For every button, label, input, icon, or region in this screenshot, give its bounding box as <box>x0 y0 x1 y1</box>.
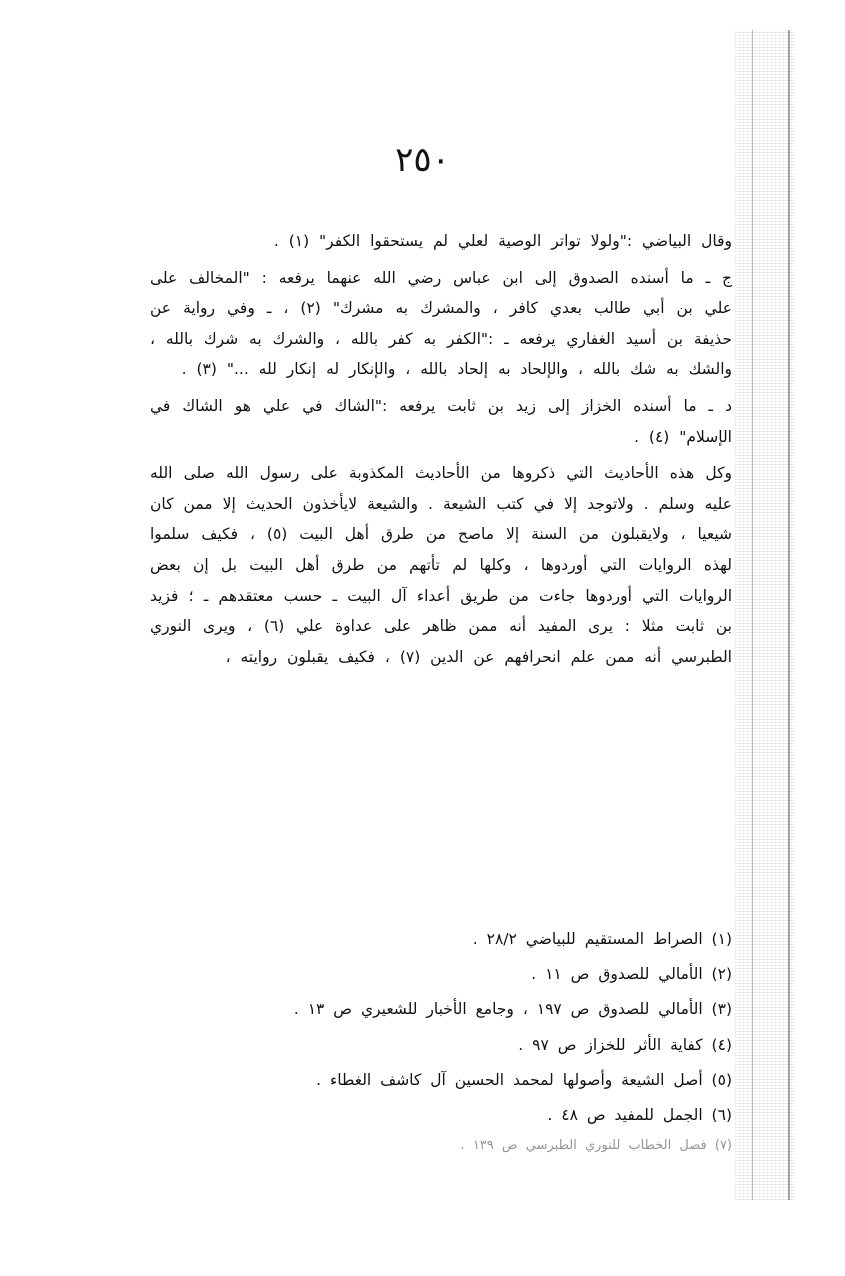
paragraph: وقال البياضي :"ولولا تواتر الوصية لعلي لم يستحقوا الكفر" (١) . <box>273 232 732 250</box>
footnote: (٦) الجمل للمفيد ص ٤٨ . <box>547 1106 732 1125</box>
scan-binding-line-inner <box>752 30 753 1200</box>
paragraph: د ـ ما أسنده الخزاز إلى زيد بن ثابت يرفعه :"الشاك في علي هو الشاك في الإسلام" (٤) . <box>150 396 732 446</box>
paragraph: ج ـ ما أسنده الصدوق إلى ابن عباس رضي الله عنهما يرفعه : "المخالف على علي بن أبي طالب بعدي كافر ، والمشرك به مشرك" (٢) ، ـ وفي رواية عن حذيفة بن أسيد الغفاري يرفعه ـ :"الكفر به كفر بالله ، والشرك به شرك بالله ، والشك به شك بالله ، والإلحاد به إلحاد بالله ، والإنكار له إنكار لله ..." (٣) . <box>150 268 732 379</box>
paragraph: وكل هذه الأحاديث التي ذكروها من الأحاديث المكذوبة على رسول الله صلى الله عليه وسلم . ولاتوجد إلا في كتب الشيعة . والشيعة لايأخذون الحديث إلا ممن كان شيعيا ، ولايقبلون من السنة إلا ماصح من طرق أهل البيت (٥) ، فكيف سلموا لهذه الروايات التي أوردوها ، وكلها لم تأتهم من طرق أهل البيت بل إن بعض الروايات التي أوردوها جاءت من طريق أعداء آل البيت ـ حسب معتقدهم ـ ؛ فزيد بن ثابت مثلا : يرى المفيد أنه ممن ظاهر على عداوة علي (٦) ، ويرى النوري الطبرسي أنه ممن علم انحرافهم عن الدين (٧) ، فكيف يقبلون روايته ، <box>150 464 732 666</box>
footnotes <box>150 922 732 1159</box>
scan-binding-line <box>788 30 790 1200</box>
footnote: (٥) أصل الشيعة وأصولها لمحمد الحسين آل كاشف الغطاء . <box>316 1070 732 1089</box>
scan-binding-edge <box>735 30 795 1200</box>
footnote: (١) الصراط المستقيم للبياضي ٢٨/٢ . <box>472 930 732 948</box>
footnote: (٧) فصل الخطاب للنوري الطبرسي ص ١٣٩ . <box>460 1138 732 1154</box>
footnote: (٢) الأمالي للصدوق ص ١١ . <box>531 965 732 984</box>
body-text <box>150 226 732 678</box>
page-number: ٢٥٠ <box>395 140 450 180</box>
footnote: (٤) كفاية الأثر للخزاز ص ٩٧ . <box>518 1035 732 1054</box>
footnote: (٣) الأمالي للصدوق ص ١٩٧ ، وجامع الأخبار للشعيري ص ١٣ . <box>293 1000 732 1019</box>
